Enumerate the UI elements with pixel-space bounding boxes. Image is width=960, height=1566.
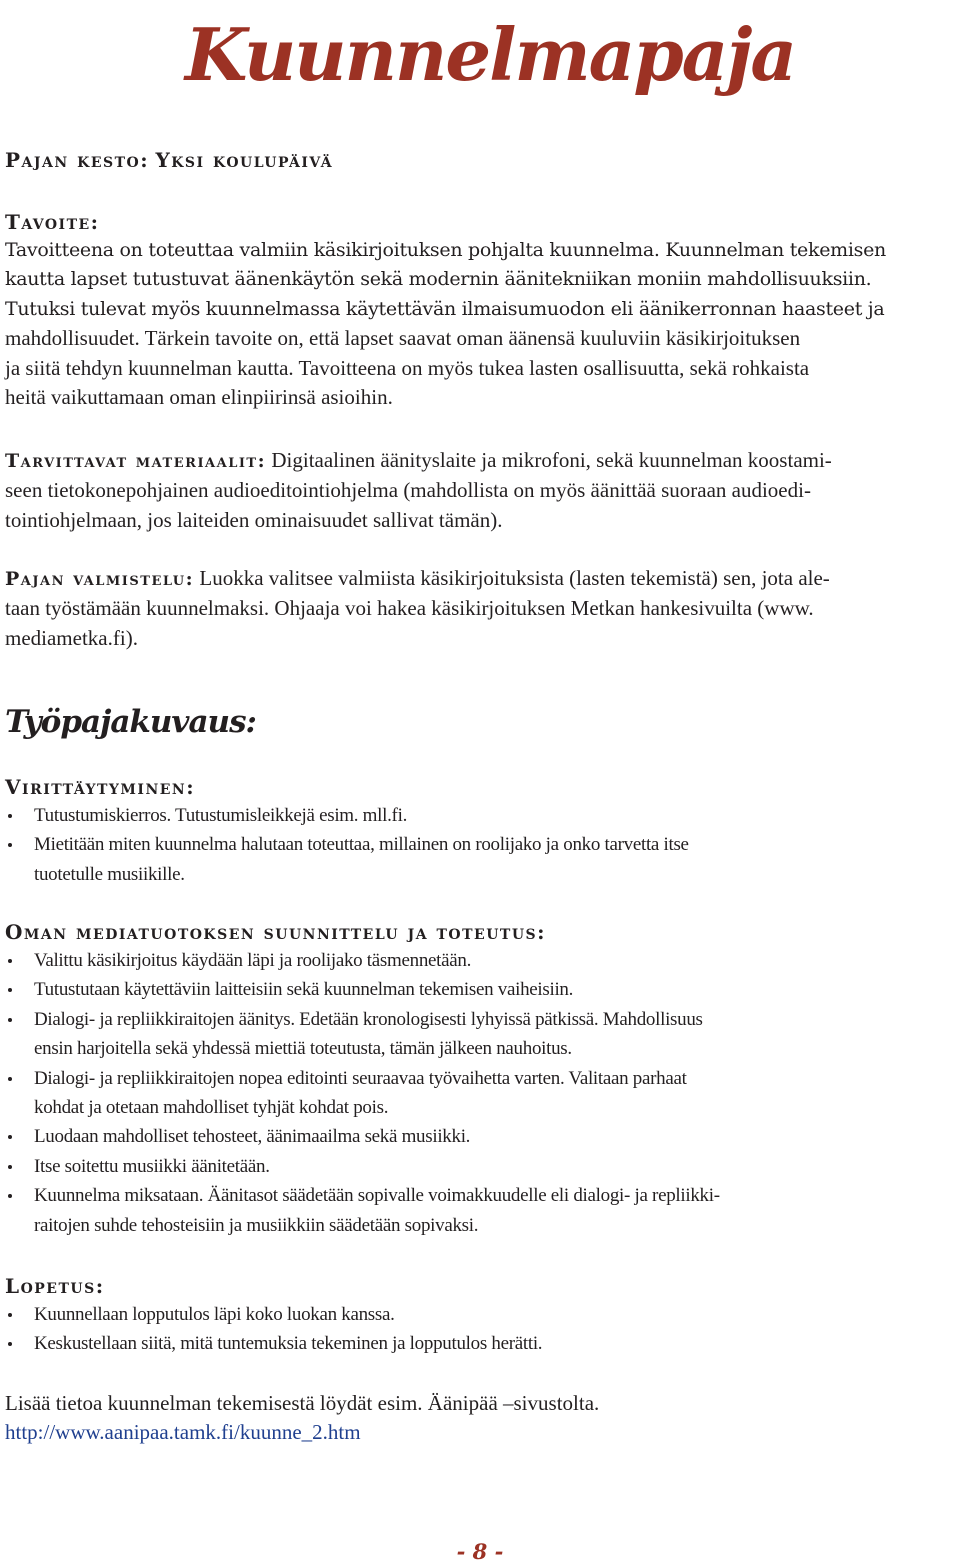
preparation-line-2: taan työstämään kuunnelmaksi. Ohjaaja voi hakea käsikirjoituksen Metkan hankesivuilta (www. bbox=[5, 596, 814, 621]
production-section bbox=[5, 918, 955, 1240]
workshop-heading-block bbox=[5, 702, 955, 742]
materials-label: Tarvittavat materiaalit: bbox=[5, 450, 267, 472]
goal-line-1: Tavoitteena on toteuttaa valmiin käsikirjoituksen pohjalta kuunnelma. Kuunnelman tekemisen bbox=[5, 239, 886, 261]
list-item: Tutustumiskierros. Tutustumisleikkejä esim. mll.fi. bbox=[5, 801, 955, 830]
preparation-section bbox=[5, 564, 955, 653]
list-item: Dialogi- ja repliikkiraitojen nopea editointi seuraavaa työvaihetta varten. Valitaan parhaat kohdat ja otetaan mahdolliset tyhjät kohdat pois. bbox=[5, 1064, 955, 1123]
preparation-label: Pajan valmistelu: bbox=[5, 568, 195, 590]
list-item: Luodaan mahdolliset tehosteet, äänimaailma sekä musiikki. bbox=[5, 1122, 955, 1151]
list-item: Kuunnelma miksataan. Äänitasot säädetään sopivalle voimakkuudelle eli dialogi- ja repliikki- raitojen suhde tehosteisiin ja musiikkiin säädetään sopivaksi. bbox=[5, 1181, 955, 1240]
page-title: Kuunnelmapaja bbox=[184, 12, 796, 97]
materials-line-3: tointiohjelmaan, jos laiteiden ominaisuudet sallivat tämän). bbox=[5, 507, 503, 532]
materials-line-2: seen tietokonepohjainen audioeditointiohjelma (mahdollista on myös äänittää suoraan audioedi- bbox=[5, 478, 811, 503]
list-item: Dialogi- ja repliikkiraitojen äänitys. Edetään kronologisesti lyhyissä pätkissä. Mahdollisuus ensin harjoitella sekä yhdessä miettiä toteutusta, tämän jälkeen nauhoitus. bbox=[5, 1005, 955, 1064]
duration-label: Pajan kesto: bbox=[5, 148, 150, 172]
goal-line-5: ja siitä tehdyn kuunnelman kautta. Tavoitteena on myös tukea lasten osallisuutta, sekä rohkaista bbox=[5, 355, 810, 380]
preparation-line-3: mediametka.fi). bbox=[5, 625, 138, 650]
production-list bbox=[5, 946, 955, 1240]
aanipaa-link[interactable]: http://www.aanipaa.tamk.fi/kuunne_2.htm bbox=[5, 1420, 361, 1445]
warmup-section bbox=[5, 773, 955, 889]
more-info-section bbox=[5, 1389, 955, 1448]
duration-section bbox=[5, 146, 955, 174]
goal-line-3: Tutuksi tulevat myös kuunnelmassa käytettävän ilmaisumuodon eli äänikerronnan haasteet ja bbox=[5, 297, 885, 320]
ending-list bbox=[5, 1300, 955, 1359]
materials-line-1: Digitaalinen äänityslaite ja mikrofoni, sekä kuunnelman koostami- bbox=[266, 448, 832, 472]
production-label: Oman mediatuotoksen suunnittelu ja toteutus: bbox=[5, 920, 547, 944]
duration-value: Yksi koulupäivä bbox=[155, 148, 334, 172]
goal-line-2: kautta lapset tutustuvat äänenkäytön sekä modernin äänitekniikan moniin mahdollisuuksiin. bbox=[5, 268, 872, 291]
warmup-list bbox=[5, 801, 955, 889]
materials-section bbox=[5, 446, 955, 535]
goal-line-6: heitä vaikuttamaan oman elinpiirinsä asioihin. bbox=[5, 385, 393, 410]
list-item: Tutustutaan käytettäviin laitteisiin sekä kuunnelman tekemisen vaiheisiin. bbox=[5, 975, 955, 1004]
goal-line-4: mahdollisuudet. Tärkein tavoite on, että lapset saavat oman äänensä kuuluviin käsikirjoituksen bbox=[5, 326, 801, 351]
list-item: Keskustellaan siitä, mitä tuntemuksia tekeminen ja lopputulos herätti. bbox=[5, 1329, 955, 1358]
list-item: Mietitään miten kuunnelma halutaan toteuttaa, millainen on roolijako ja onko tarvetta itse tuotetulle musiikille. bbox=[5, 830, 955, 889]
preparation-line-1: Luokka valitsee valmiista käsikirjoituksista (lasten tekemistä) sen, jota ale- bbox=[194, 566, 830, 590]
list-item: Valittu käsikirjoitus käydään läpi ja roolijako täsmennetään. bbox=[5, 946, 955, 975]
more-info-text: Lisää tietoa kuunnelman tekemisestä löydät esim. Äänipää –sivustolta. bbox=[5, 1391, 600, 1415]
warmup-label: Virittäytyminen: bbox=[5, 775, 196, 799]
list-item: Kuunnellaan lopputulos läpi koko luokan kanssa. bbox=[5, 1300, 955, 1329]
goal-label: Tavoite: bbox=[5, 210, 100, 234]
goal-section bbox=[5, 208, 955, 412]
workshop-title: Työpajakuvaus: bbox=[5, 704, 256, 740]
page-number: - 8 - bbox=[456, 1539, 504, 1564]
ending-label: Lopetus: bbox=[5, 1274, 105, 1298]
list-item: Itse soitettu musiikki äänitetään. bbox=[5, 1152, 955, 1181]
ending-section bbox=[5, 1272, 955, 1359]
